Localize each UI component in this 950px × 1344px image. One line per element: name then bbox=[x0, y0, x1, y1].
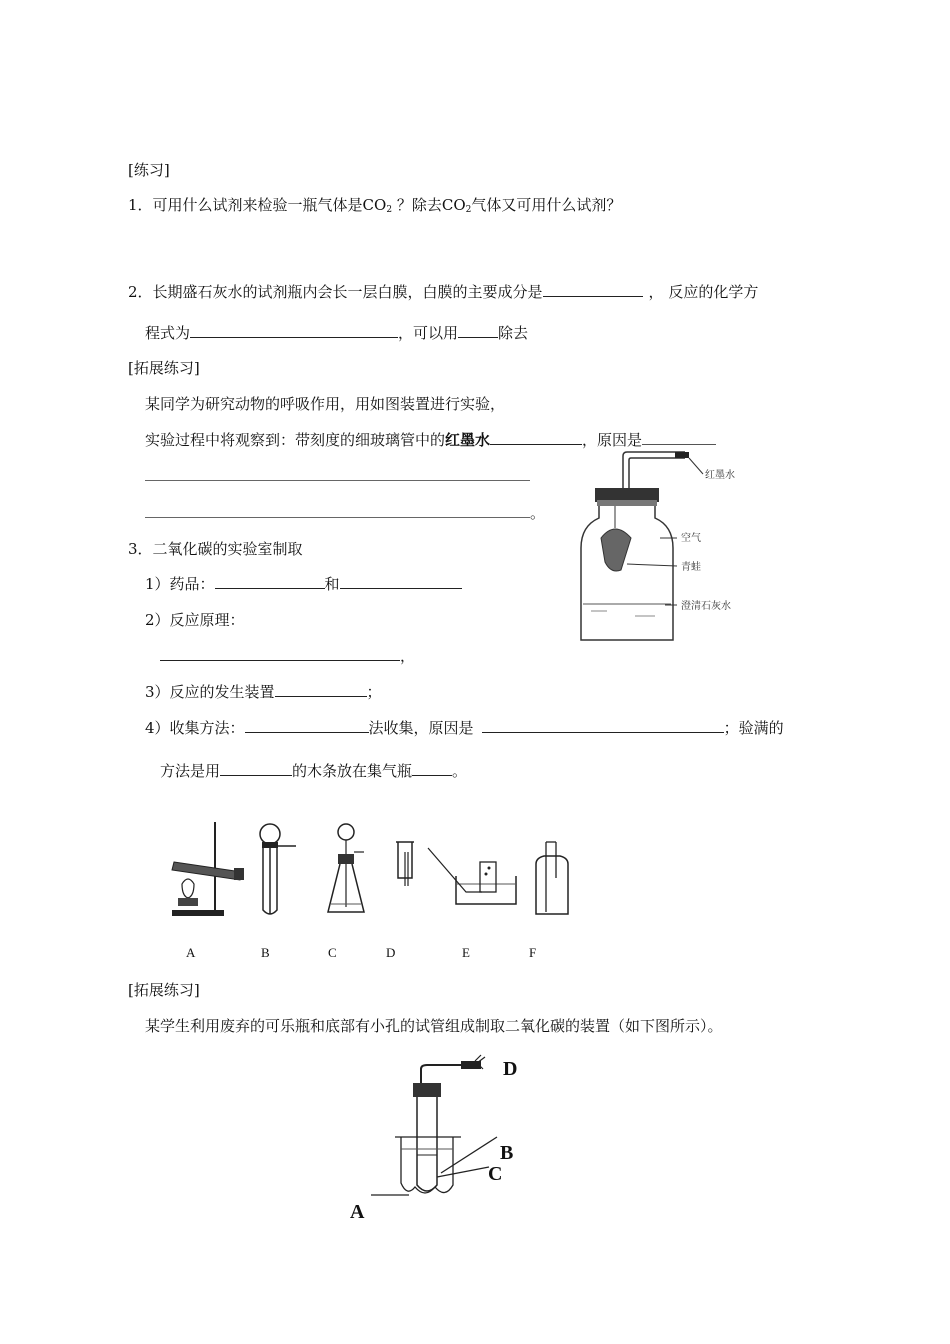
answer-blank[interactable] bbox=[412, 761, 452, 776]
q3-s4-text-b: 法收集，原因是 bbox=[368, 719, 474, 737]
q1-co2: CO bbox=[441, 196, 466, 214]
q3-s2-comma: ， bbox=[400, 647, 416, 665]
apparatus-label-a: A bbox=[186, 945, 196, 960]
ext2-paragraph: 某学生利用废弃的可乐瓶和底部有小孔的试管组成制取二氧化碳的装置（如下图所示）。 bbox=[145, 1017, 723, 1035]
q1-co: CO bbox=[362, 196, 387, 214]
answer-blank[interactable] bbox=[642, 430, 716, 445]
section-heading-practice: [练习] bbox=[128, 161, 170, 179]
apparatus-d bbox=[396, 842, 414, 886]
q3-step-4-cont bbox=[160, 761, 467, 781]
q3-step-3 bbox=[145, 682, 382, 702]
apparatus-e bbox=[428, 848, 516, 904]
question-2-line-1 bbox=[128, 282, 758, 302]
q3-step-4 bbox=[145, 718, 784, 738]
q1-pre: 1．可用什么试剂来检验一瓶气体是 bbox=[128, 196, 363, 214]
answer-blank[interactable] bbox=[145, 466, 530, 481]
q3-step-1 bbox=[145, 574, 462, 594]
ext1-period: 。 bbox=[530, 504, 546, 522]
question-2-line-2 bbox=[145, 323, 528, 343]
ext1-paragraph-1: 某同学为研究动物的呼吸作用，用如图装置进行实验， bbox=[145, 395, 506, 413]
answer-blank[interactable] bbox=[458, 323, 498, 338]
section-heading-extension-1: [拓展练习] bbox=[128, 359, 200, 377]
ext1-red-ink: 红墨水 bbox=[445, 431, 491, 449]
apparatus-label-f: F bbox=[529, 945, 537, 960]
apparatus-label-c: C bbox=[328, 945, 337, 960]
apparatus-c bbox=[328, 824, 364, 912]
q3-s1-text-b: 和 bbox=[324, 575, 340, 593]
q3-s5-text-c: 。 bbox=[452, 762, 468, 780]
q3-s3-text-b: ； bbox=[366, 683, 382, 701]
apparatus-label-b: B bbox=[261, 945, 270, 960]
q1-sub2: 2 bbox=[465, 205, 472, 215]
answer-blank[interactable] bbox=[275, 682, 367, 697]
ext1-answer-line-1 bbox=[145, 466, 530, 486]
fig-label-frog: 青蛙 bbox=[681, 562, 701, 573]
q2-text-c: 程式为 bbox=[145, 324, 191, 342]
frog-respiration-apparatus-figure bbox=[565, 448, 765, 648]
answer-blank[interactable] bbox=[340, 574, 462, 589]
section-heading-extension-2: [拓展练习] bbox=[128, 981, 200, 999]
answer-blank[interactable] bbox=[245, 718, 369, 733]
question-3-title: 3．二氧化碳的实验室制取 bbox=[128, 540, 303, 558]
q2-text-b: ， 反应的化学方 bbox=[648, 283, 759, 301]
ext1-answer-line-2 bbox=[145, 503, 545, 523]
answer-blank[interactable] bbox=[490, 430, 582, 445]
apparatus-label-e: E bbox=[462, 945, 470, 960]
apparatus-label-d: D bbox=[386, 945, 396, 960]
apparatus-f bbox=[536, 842, 568, 914]
q3-step-2-answer bbox=[160, 646, 415, 666]
fig-label-air: 空气 bbox=[681, 533, 701, 544]
q3-s1-text-a: 1）药品： bbox=[145, 575, 215, 593]
answer-blank[interactable] bbox=[145, 503, 530, 518]
apparatus-b bbox=[260, 824, 296, 914]
ext1-text-b: ，原因是 bbox=[582, 431, 643, 449]
q3-step-2: 2）反应原理： bbox=[145, 611, 245, 629]
q3-s4-text-a: 4）收集方法： bbox=[145, 719, 245, 737]
cola-fig-label-a: A bbox=[350, 1201, 365, 1223]
cola-fig-label-b: B bbox=[500, 1142, 514, 1164]
answer-blank[interactable] bbox=[482, 718, 724, 733]
cola-fig-label-c: C bbox=[488, 1163, 503, 1185]
question-1 bbox=[128, 195, 621, 220]
q3-s5-text-a: 方法是用 bbox=[160, 762, 221, 780]
cola-fig-label-d: D bbox=[503, 1058, 518, 1080]
q2-text-e: 除去 bbox=[498, 324, 529, 342]
q3-s3-text-a: 3）反应的发生装置 bbox=[145, 683, 275, 701]
answer-blank[interactable] bbox=[220, 761, 292, 776]
q2-text-a: 2．长期盛石灰水的试剂瓶内会长一层白膜，白膜的主要成分是 bbox=[128, 283, 543, 301]
apparatus-a bbox=[172, 822, 244, 916]
gas-apparatus-figure bbox=[160, 822, 580, 922]
answer-blank[interactable] bbox=[543, 282, 643, 297]
q1-mid: ？除去 bbox=[392, 196, 442, 214]
fig-label-limewater: 澄清石灰水 bbox=[681, 601, 731, 612]
answer-blank[interactable] bbox=[215, 574, 325, 589]
fig-label-red-ink: 红墨水 bbox=[705, 470, 735, 481]
q3-s5-text-b: 的木条放在集气瓶 bbox=[292, 762, 413, 780]
ext1-text-a: 实验过程中将观察到：带刻度的细玻璃管中的 bbox=[145, 431, 446, 449]
q1-sub: 2 bbox=[386, 205, 393, 215]
q1-post: 气体又可用什么试剂？ bbox=[471, 196, 622, 214]
cola-bottle-apparatus-figure bbox=[365, 1055, 525, 1215]
answer-blank[interactable] bbox=[160, 646, 400, 661]
answer-blank[interactable] bbox=[190, 323, 398, 338]
ext1-paragraph-2 bbox=[145, 430, 716, 450]
q3-s4-text-c: ；验满的 bbox=[723, 719, 784, 737]
q2-text-d: ，可以用 bbox=[398, 324, 459, 342]
